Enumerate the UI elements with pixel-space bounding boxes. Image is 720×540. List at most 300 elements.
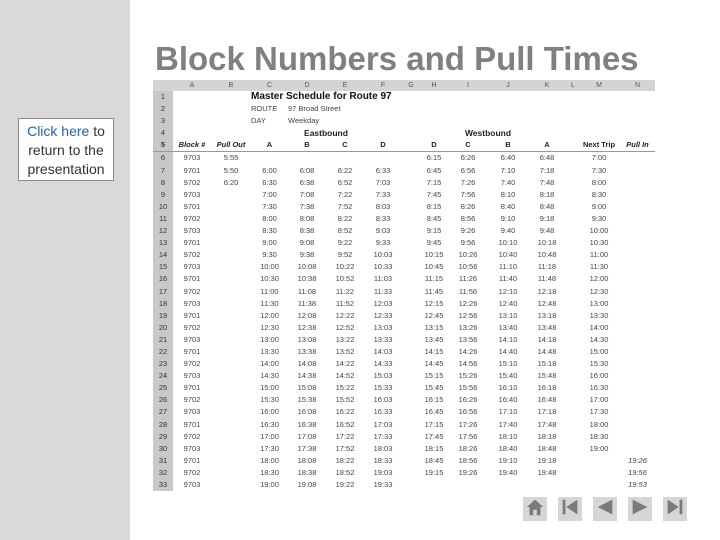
time-cell[interactable]: 19:08 <box>297 480 317 489</box>
time-cell[interactable]: 12:48 <box>537 298 557 308</box>
time-cell[interactable]: 6:00 <box>262 165 277 175</box>
time-cell[interactable]: 7:26 <box>460 177 476 187</box>
time-cell[interactable] <box>618 443 657 455</box>
time-cell[interactable]: 18:45 <box>424 455 444 465</box>
time-cell[interactable]: 19:15 <box>424 467 444 477</box>
route-label[interactable]: ROUTE <box>251 104 278 114</box>
time-cell[interactable]: 8:30 <box>262 226 277 236</box>
time-cell[interactable] <box>402 346 420 358</box>
time-cell[interactable]: 11:30 <box>260 298 279 308</box>
time-cell[interactable] <box>211 370 251 382</box>
time-cell[interactable]: 17:45 <box>424 431 444 441</box>
time-cell[interactable] <box>402 298 420 310</box>
time-cell[interactable]: 14:33 <box>373 359 393 369</box>
time-cell[interactable]: 15:56 <box>458 383 478 393</box>
time-cell[interactable]: 13:40 <box>498 322 518 332</box>
time-cell[interactable]: 14:10 <box>498 334 518 344</box>
time-cell[interactable]: 15:40 <box>498 371 518 381</box>
time-cell[interactable]: 8:18 <box>539 189 555 199</box>
time-cell[interactable]: 10:38 <box>297 274 317 284</box>
time-cell[interactable]: 6:40 <box>500 153 516 163</box>
time-cell[interactable]: 9:45 <box>426 238 442 248</box>
column-header-L[interactable]: L <box>571 82 575 89</box>
time-cell[interactable]: 15:03 <box>373 371 393 381</box>
time-cell[interactable]: 17:52 <box>335 443 355 453</box>
time-cell[interactable]: 17:30 <box>260 443 279 453</box>
time-cell[interactable]: 13:33 <box>373 334 393 344</box>
time-cell[interactable]: 17:26 <box>458 419 478 429</box>
time-cell[interactable]: 14:48 <box>537 346 557 356</box>
time-cell[interactable] <box>618 358 657 370</box>
time-cell[interactable]: 15:00 <box>589 346 609 356</box>
time-cell[interactable] <box>566 346 580 358</box>
time-cell[interactable]: 8:15 <box>426 201 442 211</box>
time-cell[interactable]: 18:40 <box>498 443 518 453</box>
time-cell[interactable]: 9:38 <box>299 250 315 260</box>
column-header-N[interactable]: N <box>634 82 641 89</box>
row-number[interactable]: 14 <box>153 249 173 261</box>
block-number-cell[interactable]: 9702 <box>183 213 201 223</box>
column-label[interactable]: Pull Out <box>216 140 246 150</box>
time-cell[interactable] <box>488 479 528 491</box>
time-cell[interactable]: 12:45 <box>424 310 444 320</box>
cell[interactable] <box>448 103 488 115</box>
time-cell[interactable]: 9:22 <box>337 238 353 248</box>
time-cell[interactable]: 9:00 <box>262 238 277 248</box>
time-cell[interactable]: 9:40 <box>500 226 516 236</box>
time-cell[interactable]: 12:03 <box>373 298 393 308</box>
time-cell[interactable]: 18:52 <box>335 467 355 477</box>
time-cell[interactable]: 13:15 <box>424 322 444 332</box>
time-cell[interactable]: 18:00 <box>260 455 279 465</box>
block-number-cell[interactable]: 9703 <box>183 443 201 453</box>
time-cell[interactable]: 12:00 <box>260 310 279 320</box>
time-cell[interactable] <box>211 225 251 237</box>
time-cell[interactable]: 6:56 <box>460 165 476 175</box>
block-number-cell[interactable]: 9702 <box>183 395 201 405</box>
time-cell[interactable] <box>528 479 566 491</box>
time-cell[interactable]: 17:03 <box>373 419 393 429</box>
time-cell[interactable]: 18:22 <box>335 455 355 465</box>
cell[interactable] <box>618 103 657 115</box>
cell[interactable] <box>288 91 326 103</box>
time-cell[interactable]: 16:10 <box>498 383 518 393</box>
time-cell[interactable]: 15:15 <box>424 371 444 381</box>
time-cell[interactable]: 19:40 <box>498 467 518 477</box>
time-cell[interactable]: 16:52 <box>335 419 355 429</box>
time-cell[interactable]: 10:03 <box>373 250 393 260</box>
time-cell[interactable] <box>618 346 657 358</box>
cell[interactable] <box>173 91 211 103</box>
time-cell[interactable]: 11:03 <box>373 274 393 284</box>
time-cell[interactable] <box>618 334 657 346</box>
block-number-cell[interactable]: 9702 <box>183 431 201 441</box>
block-number-cell[interactable]: 9701 <box>183 201 201 211</box>
cell[interactable] <box>618 91 657 103</box>
time-cell[interactable]: 10:56 <box>458 262 478 272</box>
column-label[interactable]: B <box>304 140 310 150</box>
block-number-cell[interactable]: 9701 <box>183 165 201 175</box>
time-cell[interactable] <box>402 467 420 479</box>
column-label[interactable]: D <box>431 140 437 150</box>
time-cell[interactable]: 7:03 <box>375 177 391 187</box>
row-number[interactable]: 11 <box>153 213 173 225</box>
time-cell[interactable]: 14:30 <box>589 334 609 344</box>
return-link[interactable]: Click here <box>27 123 90 139</box>
time-cell[interactable]: 18:33 <box>373 455 393 465</box>
time-cell[interactable]: 16:03 <box>373 395 393 405</box>
time-cell[interactable]: 19:00 <box>260 480 279 489</box>
time-cell[interactable] <box>211 406 251 418</box>
prev-button[interactable] <box>593 497 617 521</box>
time-cell[interactable]: 6:52 <box>337 177 353 187</box>
time-cell[interactable]: 10:33 <box>373 262 393 272</box>
cell[interactable] <box>364 103 402 115</box>
row-number[interactable]: 6 <box>153 152 173 164</box>
time-cell[interactable]: 15:38 <box>297 395 317 405</box>
column-label[interactable]: C <box>465 140 471 150</box>
time-cell[interactable]: 10:15 <box>424 250 444 260</box>
time-cell[interactable]: 18:15 <box>424 443 444 453</box>
cell[interactable] <box>618 115 657 127</box>
block-number-cell[interactable]: 9702 <box>183 359 201 369</box>
time-cell[interactable]: 8:52 <box>337 226 353 236</box>
time-cell[interactable] <box>566 261 580 273</box>
time-cell[interactable]: 11:18 <box>537 262 557 272</box>
time-cell[interactable] <box>618 370 657 382</box>
time-cell[interactable]: 13:38 <box>297 346 317 356</box>
time-cell[interactable]: 8:00 <box>591 177 607 187</box>
eastbound-label[interactable]: Eastbound <box>304 128 348 139</box>
time-cell[interactable]: 9:30 <box>591 213 607 223</box>
time-cell[interactable] <box>566 273 580 285</box>
time-cell[interactable]: 11:33 <box>373 286 393 296</box>
block-number-cell[interactable]: 9701 <box>183 310 201 320</box>
time-cell[interactable] <box>566 334 580 346</box>
column-label[interactable]: C <box>342 140 348 150</box>
time-cell[interactable]: 18:38 <box>297 467 317 477</box>
cell[interactable] <box>364 91 402 103</box>
time-cell[interactable]: 14:56 <box>458 359 478 369</box>
time-cell[interactable]: 10:00 <box>589 226 609 236</box>
time-cell[interactable] <box>566 177 580 189</box>
time-cell[interactable] <box>618 406 657 418</box>
time-cell[interactable]: 13:30 <box>589 310 609 320</box>
time-cell[interactable]: 14:03 <box>373 346 393 356</box>
row-number[interactable]: 29 <box>153 431 173 443</box>
time-cell[interactable]: 13:00 <box>260 334 279 344</box>
cell[interactable] <box>420 115 448 127</box>
time-cell[interactable] <box>211 346 251 358</box>
time-cell[interactable]: 5:55 <box>223 153 239 163</box>
time-cell[interactable] <box>326 152 364 164</box>
time-cell[interactable] <box>580 455 618 467</box>
time-cell[interactable]: 17:18 <box>537 407 557 417</box>
time-cell[interactable]: 17:00 <box>260 431 279 441</box>
time-cell[interactable]: 10:26 <box>458 250 478 260</box>
time-cell[interactable]: 16:26 <box>458 395 478 405</box>
time-cell[interactable]: 7:33 <box>375 189 391 199</box>
time-cell[interactable]: 8:26 <box>460 201 476 211</box>
time-cell[interactable] <box>618 225 657 237</box>
time-cell[interactable]: 15:10 <box>498 359 518 369</box>
time-cell[interactable]: 12:15 <box>424 298 444 308</box>
time-cell[interactable]: 13:26 <box>458 322 478 332</box>
time-cell[interactable]: 12:52 <box>335 322 355 332</box>
time-cell[interactable] <box>618 310 657 322</box>
cell[interactable] <box>402 91 420 103</box>
time-cell[interactable]: 16:15 <box>424 395 444 405</box>
block-number-cell[interactable]: 9702 <box>183 286 201 296</box>
time-cell[interactable] <box>618 261 657 273</box>
home-button[interactable] <box>523 497 547 521</box>
cell[interactable] <box>211 91 251 103</box>
time-cell[interactable]: 17:08 <box>297 431 317 441</box>
time-cell[interactable]: 19:26 <box>628 455 647 465</box>
time-cell[interactable] <box>211 286 251 298</box>
time-cell[interactable] <box>211 261 251 273</box>
time-cell[interactable]: 8:33 <box>375 213 391 223</box>
block-number-cell[interactable]: 9703 <box>183 334 201 344</box>
time-cell[interactable]: 12:56 <box>458 310 478 320</box>
row-number[interactable]: 22 <box>153 346 173 358</box>
row-number[interactable]: 13 <box>153 237 173 249</box>
time-cell[interactable] <box>566 382 580 394</box>
row-number[interactable]: 2 <box>153 103 173 115</box>
time-cell[interactable]: 19:48 <box>537 467 557 477</box>
block-number-cell[interactable]: 9702 <box>183 177 201 187</box>
time-cell[interactable] <box>402 334 420 346</box>
time-cell[interactable]: 7:30 <box>591 165 607 175</box>
time-cell[interactable] <box>211 382 251 394</box>
time-cell[interactable]: 10:18 <box>537 238 557 248</box>
time-cell[interactable]: 7:08 <box>299 189 315 199</box>
time-cell[interactable]: 15:22 <box>335 383 355 393</box>
time-cell[interactable] <box>566 249 580 261</box>
time-cell[interactable]: 17:33 <box>373 431 393 441</box>
time-cell[interactable] <box>448 479 488 491</box>
time-cell[interactable]: 18:30 <box>589 431 609 441</box>
time-cell[interactable]: 6:30 <box>262 177 277 187</box>
time-cell[interactable]: 6:22 <box>337 165 353 175</box>
column-header-I[interactable]: I <box>467 82 469 89</box>
column-label[interactable]: B <box>505 140 511 150</box>
time-cell[interactable]: 12:40 <box>498 298 518 308</box>
time-cell[interactable] <box>618 322 657 334</box>
time-cell[interactable]: 10:45 <box>424 262 444 272</box>
time-cell[interactable] <box>566 213 580 225</box>
time-cell[interactable] <box>566 152 580 164</box>
time-cell[interactable]: 18:08 <box>297 455 317 465</box>
time-cell[interactable]: 6:33 <box>375 165 391 175</box>
time-cell[interactable]: 11:15 <box>424 274 444 284</box>
time-cell[interactable]: 19:26 <box>458 467 478 477</box>
time-cell[interactable] <box>618 213 657 225</box>
time-cell[interactable]: 15:30 <box>589 359 609 369</box>
time-cell[interactable]: 8:56 <box>460 213 476 223</box>
time-cell[interactable]: 9:48 <box>539 226 555 236</box>
time-cell[interactable] <box>618 189 657 201</box>
time-cell[interactable]: 13:10 <box>498 310 518 320</box>
westbound-label[interactable]: Westbound <box>464 128 512 139</box>
time-cell[interactable] <box>420 479 448 491</box>
time-cell[interactable] <box>580 467 618 479</box>
time-cell[interactable] <box>402 455 420 467</box>
cell[interactable] <box>528 91 566 103</box>
time-cell[interactable] <box>402 237 420 249</box>
time-cell[interactable] <box>402 286 420 298</box>
time-cell[interactable]: 7:38 <box>299 201 315 211</box>
block-number-cell[interactable]: 9701 <box>183 238 201 248</box>
time-cell[interactable]: 11:00 <box>589 250 609 260</box>
day-label[interactable]: DAY <box>251 116 266 126</box>
time-cell[interactable]: 10:48 <box>537 250 557 260</box>
time-cell[interactable]: 10:52 <box>335 274 355 284</box>
time-cell[interactable] <box>566 467 580 479</box>
time-cell[interactable] <box>402 165 420 177</box>
time-cell[interactable] <box>402 406 420 418</box>
time-cell[interactable]: 18:48 <box>537 443 557 453</box>
time-cell[interactable]: 15:52 <box>335 395 355 405</box>
block-number-cell[interactable]: 9702 <box>183 467 201 477</box>
time-cell[interactable]: 10:30 <box>589 238 609 248</box>
time-cell[interactable]: 6:38 <box>299 177 315 187</box>
time-cell[interactable] <box>566 419 580 431</box>
time-cell[interactable]: 6:08 <box>299 165 315 175</box>
route-value[interactable]: 97 Broad Street <box>288 104 341 114</box>
time-cell[interactable] <box>211 394 251 406</box>
row-number[interactable]: 33 <box>153 479 173 491</box>
row-number[interactable]: 7 <box>153 165 173 177</box>
time-cell[interactable]: 7:56 <box>460 189 476 199</box>
time-cell[interactable]: 19:33 <box>373 480 393 489</box>
time-cell[interactable]: 14:08 <box>297 359 317 369</box>
time-cell[interactable]: 12:00 <box>589 274 609 284</box>
time-cell[interactable]: 15:30 <box>260 395 279 405</box>
time-cell[interactable] <box>211 201 251 213</box>
time-cell[interactable]: 17:00 <box>589 395 609 405</box>
time-cell[interactable] <box>211 431 251 443</box>
time-cell[interactable]: 9:18 <box>539 213 555 223</box>
row-number[interactable]: 26 <box>153 394 173 406</box>
time-cell[interactable]: 8:30 <box>591 189 607 199</box>
time-cell[interactable]: 16:00 <box>260 407 279 417</box>
cell[interactable] <box>326 115 364 127</box>
cell[interactable] <box>566 91 580 103</box>
time-cell[interactable]: 11:08 <box>297 286 317 296</box>
row-number[interactable]: 31 <box>153 455 173 467</box>
time-cell[interactable]: 16:22 <box>335 407 355 417</box>
time-cell[interactable] <box>618 298 657 310</box>
column-header-E[interactable]: E <box>342 82 348 89</box>
time-cell[interactable]: 19:56 <box>628 467 647 477</box>
time-cell[interactable]: 14:30 <box>260 371 279 381</box>
time-cell[interactable] <box>402 310 420 322</box>
row-number[interactable]: 15 <box>153 261 173 273</box>
time-cell[interactable]: 14:26 <box>458 346 478 356</box>
time-cell[interactable]: 18:10 <box>498 431 518 441</box>
time-cell[interactable] <box>566 358 580 370</box>
time-cell[interactable]: 11:52 <box>335 298 355 308</box>
row-number[interactable]: 20 <box>153 322 173 334</box>
time-cell[interactable]: 11:38 <box>297 298 317 308</box>
block-number-cell[interactable]: 9703 <box>183 480 201 489</box>
time-cell[interactable] <box>402 370 420 382</box>
time-cell[interactable] <box>402 358 420 370</box>
row-number[interactable]: 12 <box>153 225 173 237</box>
cell[interactable] <box>566 103 580 115</box>
time-cell[interactable]: 14:00 <box>260 359 279 369</box>
time-cell[interactable] <box>618 286 657 298</box>
time-cell[interactable]: 11:22 <box>335 286 355 296</box>
block-number-cell[interactable]: 9703 <box>183 407 201 417</box>
time-cell[interactable]: 6:15 <box>426 153 442 163</box>
time-cell[interactable] <box>566 286 580 298</box>
column-header-G[interactable]: G <box>408 82 414 89</box>
cell[interactable] <box>211 115 251 127</box>
time-cell[interactable]: 9:10 <box>500 213 516 223</box>
cell[interactable] <box>580 91 618 103</box>
time-cell[interactable]: 10:30 <box>260 274 279 284</box>
time-cell[interactable] <box>402 177 420 189</box>
time-cell[interactable] <box>566 310 580 322</box>
time-cell[interactable] <box>618 201 657 213</box>
time-cell[interactable] <box>402 443 420 455</box>
row-number[interactable]: 18 <box>153 298 173 310</box>
time-cell[interactable]: 9:00 <box>591 201 607 211</box>
time-cell[interactable]: 14:52 <box>335 371 355 381</box>
cell[interactable] <box>173 103 211 115</box>
block-number-cell[interactable]: 9701 <box>183 274 201 284</box>
time-cell[interactable]: 7:10 <box>500 165 516 175</box>
time-cell[interactable]: 15:26 <box>458 371 478 381</box>
time-cell[interactable]: 8:38 <box>299 226 315 236</box>
column-label[interactable] <box>402 139 420 151</box>
time-cell[interactable] <box>566 165 580 177</box>
cell[interactable] <box>448 91 488 103</box>
time-cell[interactable] <box>402 431 420 443</box>
time-cell[interactable]: 9:26 <box>460 226 476 236</box>
time-cell[interactable]: 11:26 <box>458 274 478 284</box>
time-cell[interactable] <box>566 406 580 418</box>
block-number-cell[interactable]: 9701 <box>183 383 201 393</box>
time-cell[interactable]: 9:30 <box>262 250 277 260</box>
first-button[interactable] <box>558 497 582 521</box>
time-cell[interactable]: 16:56 <box>458 407 478 417</box>
time-cell[interactable]: 17:22 <box>335 431 355 441</box>
time-cell[interactable]: 16:40 <box>498 395 518 405</box>
time-cell[interactable]: 14:38 <box>297 371 317 381</box>
block-number-cell[interactable]: 9703 <box>183 298 201 308</box>
time-cell[interactable]: 11:45 <box>424 286 444 296</box>
time-cell[interactable] <box>566 455 580 467</box>
time-cell[interactable]: 12:22 <box>335 310 355 320</box>
time-cell[interactable] <box>618 237 657 249</box>
time-cell[interactable] <box>211 443 251 455</box>
cell[interactable] <box>580 115 618 127</box>
cell[interactable] <box>488 91 528 103</box>
time-cell[interactable]: 19:10 <box>498 455 518 465</box>
time-cell[interactable] <box>211 455 251 467</box>
time-cell[interactable]: 12:30 <box>260 322 279 332</box>
time-cell[interactable] <box>402 249 420 261</box>
row-number[interactable]: 32 <box>153 467 173 479</box>
time-cell[interactable]: 13:48 <box>537 322 557 332</box>
cell[interactable] <box>326 91 364 103</box>
time-cell[interactable]: 12:10 <box>498 286 518 296</box>
block-number-cell[interactable]: 9701 <box>183 455 201 465</box>
time-cell[interactable]: 7:00 <box>591 153 607 163</box>
